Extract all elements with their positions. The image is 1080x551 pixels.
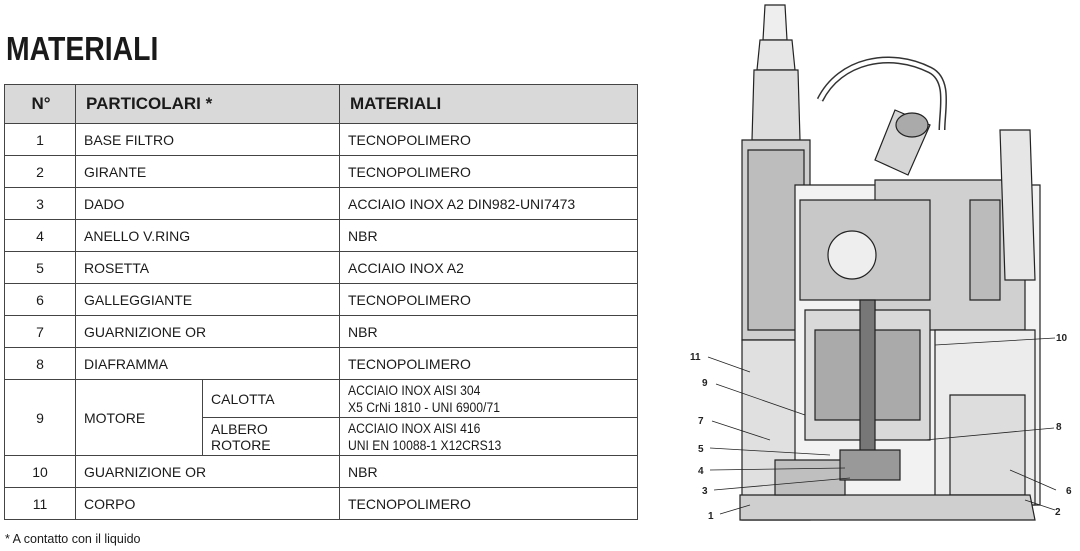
- row-material: [340, 418, 638, 456]
- row-num: 6: [5, 284, 76, 316]
- callout-7: 7: [698, 416, 704, 427]
- material-line: ACCIAIO INOX AISI 416: [348, 420, 481, 436]
- footnote: * A contatto con il liquido: [5, 532, 141, 546]
- callout-1: 1: [708, 511, 714, 522]
- header-num: N°: [5, 85, 76, 124]
- row-num: 5: [5, 252, 76, 284]
- header-material: MATERIALI: [340, 85, 638, 124]
- row-material: ACCIAIO INOX A2: [340, 252, 638, 284]
- row-num: 8: [5, 348, 76, 380]
- row-material: NBR: [340, 316, 638, 348]
- row-part: GIRANTE: [76, 156, 340, 188]
- row-material: [340, 380, 638, 418]
- table-row: [5, 456, 638, 488]
- callout-10: 10: [1056, 333, 1068, 344]
- row-part: BASE FILTRO: [76, 124, 340, 156]
- row-subpart: ALBERO ROTORE: [203, 418, 340, 456]
- table-row: [5, 488, 638, 520]
- materials-table: [4, 84, 638, 520]
- row-material: TECNOPOLIMERO: [340, 488, 638, 520]
- material-line: X5 CrNi 1810 - UNI 6900/71: [348, 399, 500, 415]
- pump-cross-section-drawing: [680, 0, 1080, 551]
- row-material: TECNOPOLIMERO: [340, 348, 638, 380]
- page-title: MATERIALI: [6, 30, 159, 67]
- row-num: 11: [5, 488, 76, 520]
- row-subpart: CALOTTA: [203, 380, 340, 418]
- row-part: GUARNIZIONE OR: [76, 456, 340, 488]
- row-part: CORPO: [76, 488, 340, 520]
- row-part: DADO: [76, 188, 340, 220]
- table-row: [5, 220, 638, 252]
- material-line: ACCIAIO INOX AISI 304: [348, 382, 481, 398]
- header-part: PARTICOLARI *: [76, 85, 340, 124]
- row-part: MOTORE: [76, 380, 203, 456]
- callout-8: 8: [1056, 422, 1062, 433]
- row-material: NBR: [340, 456, 638, 488]
- callout-9: 9: [702, 378, 708, 389]
- row-material: TECNOPOLIMERO: [340, 284, 638, 316]
- callout-3: 3: [702, 486, 708, 497]
- table-row: [5, 252, 638, 284]
- row-part: DIAFRAMMA: [76, 348, 340, 380]
- table-row: [5, 124, 638, 156]
- table-row: [5, 188, 638, 220]
- row-num: 10: [5, 456, 76, 488]
- row-num: 2: [5, 156, 76, 188]
- callout-5: 5: [698, 444, 704, 455]
- table-header-row: [5, 85, 638, 124]
- callout-2: 2: [1055, 507, 1061, 518]
- table-row: [5, 348, 638, 380]
- row-material: ACCIAIO INOX A2 DIN982-UNI7473: [340, 188, 638, 220]
- material-line: UNI EN 10088-1 X12CRS13: [348, 437, 502, 453]
- table-row: [5, 284, 638, 316]
- row-num: 9: [5, 380, 76, 456]
- callout-11: 11: [690, 352, 701, 363]
- row-num: 4: [5, 220, 76, 252]
- callout-6: 6: [1066, 486, 1072, 497]
- table-row: [5, 316, 638, 348]
- row-part: ROSETTA: [76, 252, 340, 284]
- callout-4: 4: [698, 466, 704, 477]
- row-num: 7: [5, 316, 76, 348]
- row-part: ANELLO V.RING: [76, 220, 340, 252]
- row-material: NBR: [340, 220, 638, 252]
- row-part: GALLEGGIANTE: [76, 284, 340, 316]
- row-part: GUARNIZIONE OR: [76, 316, 340, 348]
- row-material: TECNOPOLIMERO: [340, 124, 638, 156]
- row-num: 1: [5, 124, 76, 156]
- row-material: TECNOPOLIMERO: [340, 156, 638, 188]
- table-row-motor: [5, 380, 638, 418]
- table-row: [5, 156, 638, 188]
- row-num: 3: [5, 188, 76, 220]
